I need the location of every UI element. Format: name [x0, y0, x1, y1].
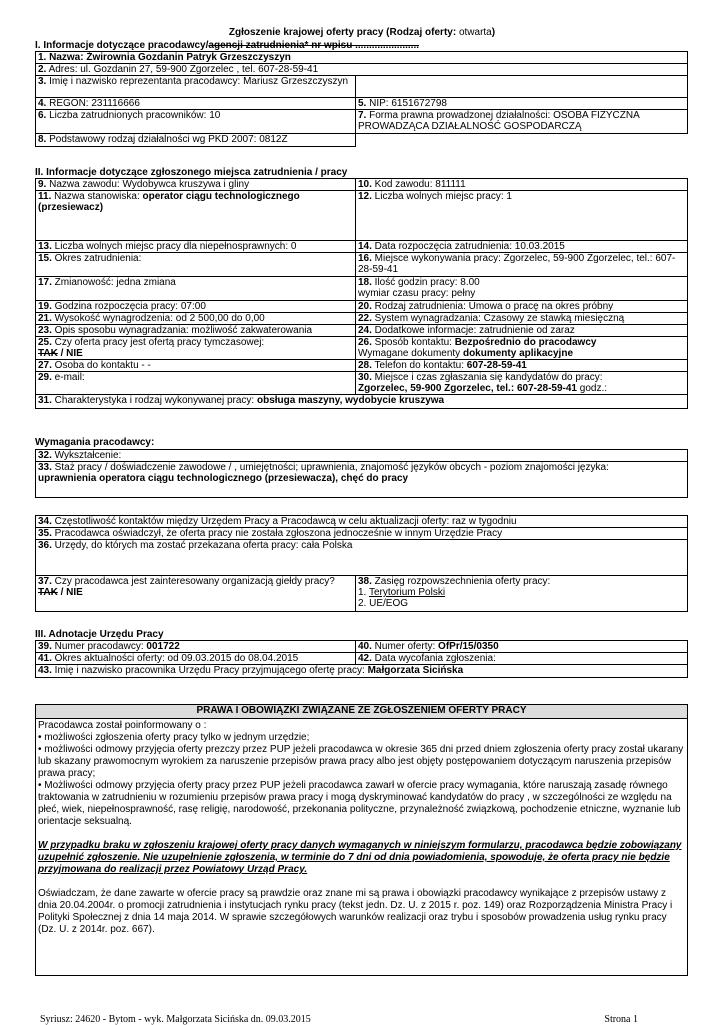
field-26-contact-method: 26. Sposób kontaktu: Bezpośrednio do pracodawcy Wymagane dokumenty dokumenty aplikacyjne — [356, 337, 688, 360]
field-9-profession: 9. Nazwa zawodu: Wydobywca kruszywa i gliny — [36, 179, 356, 191]
field-22-pay-system: 22. System wynagradzania: Czasowy ze stawką miesięczną — [356, 313, 688, 325]
rights-declaration: Oświadczam, że dane zawarte w ofercie pracy są prawdzie oraz znane mi są prawa i obowiązki pracodawcy wynikające z przepisów ustawy z dnia 20.04.2004r. o promocji zatrudnienia i instytucjach rynku pracy (tekst jedn. Dz. U. z 2015 r. poz. 149) oraz Rozporządzenia Ministra Pracy i Polityki Społecznej z dnia 14 maja 2014. W sprawie szczegółowych warunków realizacji oraz trybu i sposobów prowadzenia usług rynku pracy (Dz. U. z 2014r. poz. 667). — [38, 888, 673, 935]
field-33-experience: 33. Staż pracy / doświadczenie zawodowe / , umiejętności; uprawnienia, znajomość języków obcych - poziom znajomości języka: uprawnienia operatora ciągu technologicznego (przesiewacza), chęć do pracy — [36, 462, 688, 498]
field-5-nip: 5. NIP: 6151672798 — [356, 98, 688, 110]
field-15-employment-period: 15. Okres zatrudnienia: — [36, 253, 356, 277]
field-37-job-fair: 37. Czy pracodawca jest zainteresowany organizacją giełdy pracy? TAK / NIE — [36, 576, 356, 612]
field-38-distribution-range: 38. Zasięg rozpowszechnienia oferty pracy: 1. Terytorium Polski 2. UE/EOG — [356, 576, 688, 612]
field-14-start-date: 14. Data rozpoczęcia zatrudnienia: 10.03.2015 — [356, 241, 688, 253]
rights-intro: Pracodawca został poinformowany o : — [38, 720, 207, 731]
field-28-contact-phone: 28. Telefon do kontaktu: 607-28-59-41 — [356, 360, 688, 372]
job-info-table — [35, 178, 688, 409]
field-7-legal-form: 7. Forma prawna prowadzonej działalności: OSOBA FIZYCZNA PROWADZĄCA DZIAŁALNOŚĆ GOSPODARCZĄ — [356, 110, 688, 134]
field-3-representative: 3. Imię i nazwisko reprezentanta pracodawcy: Mariusz Grzeszczyszyn — [36, 76, 356, 98]
office-notes-table — [35, 640, 688, 678]
rights-bullet-1: • możliwości zgłoszenia oferty pracy tylko w jednym urzędzie; — [38, 732, 310, 743]
page-title: Zgłoszenie krajowej oferty pracy (Rodzaj oferty: otwarta) — [228, 27, 496, 38]
field-25-temporary: 25. Czy oferta pracy jest ofertą pracy tymczasowej: TAK / NIE — [36, 337, 356, 360]
field-32-education: 32. Wykształcenie: — [36, 450, 688, 462]
rights-and-obligations-box — [35, 704, 688, 976]
field-24-additional-info: 24. Dodatkowe informacje: zatrudnienie od zaraz — [356, 325, 688, 337]
field-29-email: 29. e-mail: — [36, 372, 356, 395]
field-8-pkd: 8. Podstawowy rodzaj działalności wg PKD 2007: 0812Z — [36, 134, 356, 147]
field-39-employer-number: 39. Numer pracodawcy: 001722 — [36, 641, 356, 653]
field-13-disabled-vacancies: 13. Liczba wolnych miejsc pracy dla niepełnosprawnych: 0 — [36, 241, 356, 253]
field-21-salary: 21. Wysokość wynagrodzenia: od 2 500,00 do 0,00 — [36, 313, 356, 325]
field-41-validity: 41. Okres aktualności oferty: od 09.03.2015 do 08.04.2015 — [36, 653, 356, 665]
field-6-employees: 6. Liczba zatrudnionych pracowników: 10 — [36, 110, 356, 134]
section-1-heading: I. Informacje dotyczące pracodawcy/agencji zatrudnienia* nr wpisu ....................... — [35, 40, 420, 51]
field-30-application-place: 30. Miejsce i czas zgłaszania się kandydatów do pracy: Zgorzelec, 59-900 Zgorzelec, tel.: 607-28-59-41 godz.: — [356, 372, 688, 395]
field-16-work-place: 16. Miejsce wykonywania pracy: Zgorzelec, 59-900 Zgorzelec, tel.: 607-28-59-41 — [356, 253, 688, 277]
field-34-contact-frequency: 34. Częstotliwość kontaktów między Urzędem Pracy a Pracodawcą w celu aktualizacji oferty: raz w tygodniu — [36, 516, 688, 528]
field-18-hours: 18. Ilość godzin pracy: 8.00 wymiar czasu pracy: pełny — [356, 277, 688, 301]
field-35-declaration: 35. Pracodawca oświadczył, że oferta pracy nie została zgłoszona jednocześnie w innym Urzędzie Pracy — [36, 528, 688, 540]
field-36-target-offices: 36. Urzędy, do których ma zostać przekazana oferta pracy: cała Polska — [36, 540, 688, 576]
field-27-contact-person: 27. Osoba do kontaktu - - — [36, 360, 356, 372]
section-2-heading: II. Informacje dotyczące zgłoszonego miejsca zatrudnienia / pracy — [35, 167, 348, 178]
section-3-heading: III. Adnotacje Urzędu Pracy — [35, 629, 164, 640]
field-10-profession-code: 10. Kod zawodu: 811111 — [356, 179, 688, 191]
rights-bullet-2: • możliwości odmowy przyjęcia oferty prezczy przez PUP jeżeli pracodawca w okresie 365 dni przed dniem zgłoszenia oferty pracy został ukarany lub skazany prawomocnym wyrokiem za naruszenie przepisów prawa pracy albo jest objęty postępowaniem dotyczącym naruszenia przepisów prawa pracy; — [38, 744, 684, 779]
field-17-shifts: 17. Zmianowość: jedna zmiana — [36, 277, 356, 301]
field-20-employment-type: 20. Rodzaj zatrudnienia: Umowa o pracę na okres próbny — [356, 301, 688, 313]
rights-bullet-3: • Możliwości odmowy przyjęcia oferty pracy przez PUP jeżeli pracodawca zawarł w ofercie pracy wymagania, które naruszają zasadę równego traktowania w zatrudnieniu w rozumieniu przepisów prawa pracy i mogą dyskryminować kandydatów do pracy , w szczególności ze względu na płeć, wiek, niepełnosprawność, rasę religię, narodowość, przekonania polityczne, przynależność związkową, pochodzenie etniczne, wyznanie lub orientacje seksualną. — [38, 780, 681, 827]
field-40-offer-number: 40. Numer oferty: OfPr/15/0350 — [356, 641, 688, 653]
field-2-address: 2. Adres: ul. Gozdanin 27, 59-900 Zgorzelec , tel. 607-28-59-41 — [36, 64, 688, 76]
rights-warning: W przypadku braku w zgłoszeniu krajowej oferty pracy danych wymaganych w niniejszym formularzu, pracodawca będzie zobowiązany uzupełnić zgłoszenie. Nie uzupełnienie zgłoszenia, w terminie do 7 dni od dnia powiadomienia, spowoduje, że oferta pracy nie będzie przyjmowana do realizacji przez Powiatowy Urząd Pracy. — [38, 840, 682, 875]
field-31-work-description: 31. Charakterystyka i rodzaj wykonywanej pracy: obsługa maszyny, wydobycie kruszywa — [36, 395, 688, 409]
field-1-name: 1. Nazwa: Żwirownia Gozdanin Patryk Grzeszczyszyn — [36, 52, 688, 64]
field-12-vacancies: 12. Liczba wolnych miejsc pracy: 1 — [356, 191, 688, 241]
contact-table — [35, 515, 688, 612]
field-43-office-employee: 43. Imię i nazwisko pracownika Urzędu Pracy przyjmującego ofertę pracy: Małgorzata Sicińska — [36, 665, 688, 678]
field-4-regon: 4. REGON: 231116666 — [36, 98, 356, 110]
employer-info-table — [35, 51, 688, 147]
field-42-withdrawal-date: 42. Data wycofania zgłoszenia: — [356, 653, 688, 665]
rights-title: PRAWA I OBOWIĄZKI ZWIĄZANE ZE ZGŁOSZENIEM OFERTY PRACY — [36, 705, 687, 719]
footer-left: Syriusz: 24620 - Bytom - wyk. Małgorzata Sicińska dn. 09.03.2015 — [40, 1014, 311, 1025]
page-number: Strona 1 — [604, 1014, 638, 1025]
requirements-heading: Wymagania pracodawcy: — [35, 437, 155, 448]
field-11-position: 11. Nazwa stanowiska: operator ciągu technologicznego (przesiewacz) — [36, 191, 356, 241]
requirements-table — [35, 449, 688, 498]
field-23-pay-description: 23. Opis sposobu wynagradzania: możliwość zakwaterowania — [36, 325, 356, 337]
field-19-start-hour: 19. Godzina rozpoczęcia pracy: 07:00 — [36, 301, 356, 313]
